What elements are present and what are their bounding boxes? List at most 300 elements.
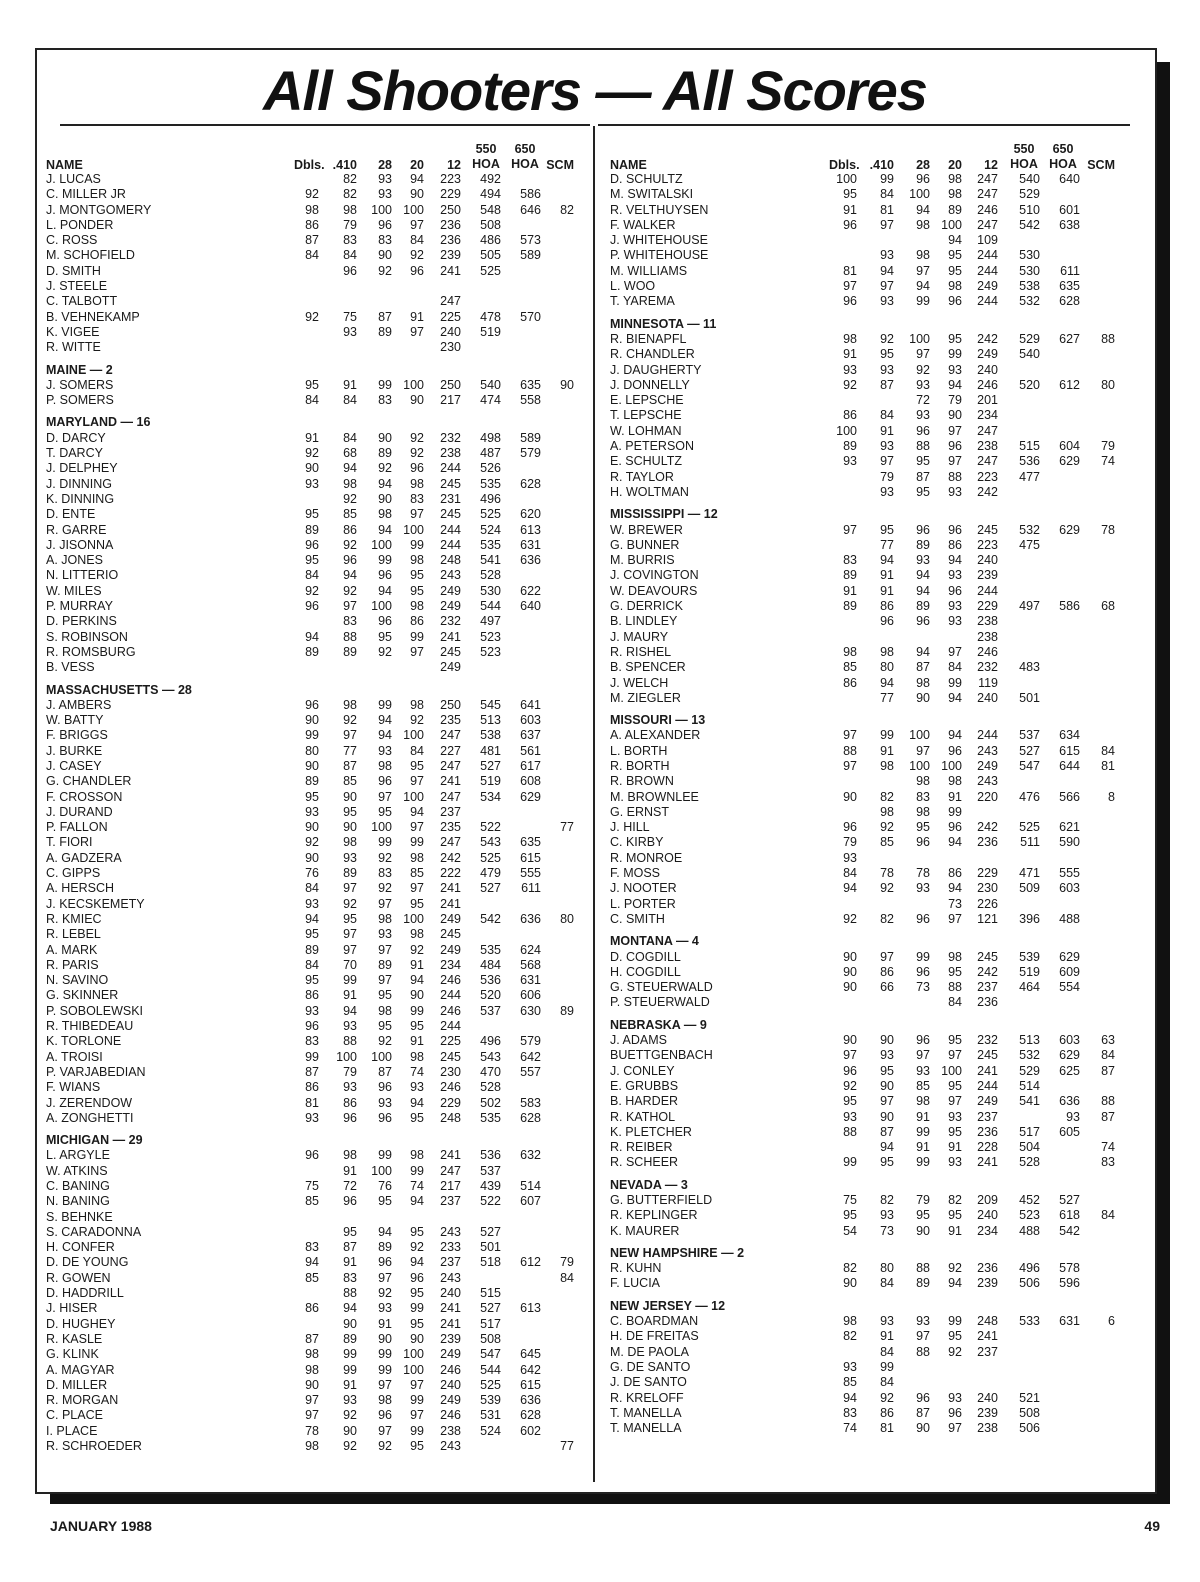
- shooter-name: M. WILLIAMS: [610, 263, 688, 278]
- table-row: [46, 1194, 582, 1209]
- score-dbls: 96: [305, 537, 319, 552]
- score-dbls: 95: [305, 789, 319, 804]
- score-650-hoa: 555: [1059, 866, 1080, 881]
- score-410: 99: [880, 728, 894, 743]
- score-410: 79: [343, 217, 357, 232]
- table-row: [46, 943, 582, 958]
- table-row: [46, 393, 582, 408]
- score-410: 79: [343, 1064, 357, 1079]
- shooter-name: G. BUNNER: [610, 537, 680, 552]
- table-row: [46, 1050, 582, 1065]
- score-28: 92: [378, 1439, 392, 1454]
- score-550-hoa: 529: [1019, 187, 1040, 202]
- score-20: 95: [410, 896, 424, 911]
- score-410: 93: [880, 362, 894, 377]
- score-20: 100: [403, 728, 424, 743]
- table-row: [610, 347, 1146, 362]
- score-12: 238: [977, 614, 998, 629]
- score-28: 96: [916, 835, 930, 850]
- score-550-hoa: 530: [1019, 263, 1040, 278]
- shooter-name: F. WALKER: [610, 217, 676, 232]
- score-28: 99: [378, 553, 392, 568]
- score-410: 82: [880, 1193, 894, 1207]
- score-550-hoa: 522: [480, 1194, 501, 1209]
- score-550-hoa: 464: [1019, 980, 1040, 995]
- score-dbls: 98: [305, 1439, 319, 1454]
- score-28: 89: [378, 1240, 392, 1255]
- score-550-hoa: 505: [480, 248, 501, 263]
- score-12: 245: [977, 949, 998, 964]
- header-20: 20: [410, 158, 424, 172]
- score-20: 98: [948, 279, 962, 294]
- score-20: 88: [948, 469, 962, 484]
- table-row: [46, 477, 582, 492]
- score-410: 97: [880, 279, 894, 294]
- header-12: 12: [447, 158, 461, 172]
- shooter-name: W. LOHMAN: [610, 423, 682, 438]
- score-20: 95: [410, 583, 424, 598]
- score-20: 84: [948, 995, 962, 1010]
- score-dbls: 96: [305, 599, 319, 614]
- score-28: 92: [378, 263, 392, 278]
- shooter-name: G. STEUERWALD: [610, 980, 713, 995]
- score-dbls: 80: [305, 743, 319, 758]
- score-410: 66: [880, 980, 894, 995]
- score-12: 225: [440, 1034, 461, 1049]
- table-row: [46, 851, 582, 866]
- shooter-name: L. WOO: [610, 279, 656, 294]
- shooter-name: R. REIBER: [610, 1140, 673, 1155]
- score-dbls: 90: [305, 713, 319, 728]
- shooter-name: R. CHANDLER: [610, 347, 695, 362]
- score-20: 100: [403, 522, 424, 537]
- score-scm: 6: [1108, 1314, 1115, 1329]
- score-650-hoa: 625: [1059, 1063, 1080, 1078]
- score-28: 90: [378, 248, 392, 263]
- score-410: 99: [343, 1347, 357, 1362]
- score-12: 109: [977, 233, 998, 248]
- score-12: 249: [440, 911, 461, 926]
- shooter-name: D. ENTE: [46, 507, 96, 522]
- score-20: 100: [941, 758, 962, 773]
- score-410: 98: [343, 476, 357, 491]
- header-28: 28: [378, 158, 392, 172]
- score-28: 89: [378, 324, 392, 339]
- score-dbls: 79: [843, 835, 857, 850]
- score-410: 95: [880, 522, 894, 537]
- score-550-hoa: 487: [480, 446, 501, 461]
- score-28: 99: [916, 1155, 930, 1170]
- table-row: [610, 1314, 1146, 1329]
- score-dbls: 97: [305, 1408, 319, 1423]
- score-28: 99: [378, 377, 392, 392]
- score-550-hoa: 523: [480, 644, 501, 659]
- score-410: 88: [343, 1034, 357, 1049]
- shooter-name: R. TAYLOR: [610, 469, 674, 484]
- shooter-name: G. DE SANTO: [610, 1359, 691, 1374]
- score-12: 238: [977, 439, 998, 454]
- score-550-hoa: 534: [480, 789, 501, 804]
- score-20: 86: [948, 537, 962, 552]
- score-650-hoa: 589: [520, 248, 541, 263]
- score-410: 99: [343, 973, 357, 988]
- shooter-name: A. JONES: [46, 553, 103, 568]
- header-dbls: Dbls.: [829, 158, 860, 172]
- shooter-name: D. HUGHEY: [46, 1316, 116, 1331]
- frame-shadow-right: [1157, 62, 1170, 1504]
- score-20: 94: [410, 172, 424, 186]
- table-row: [46, 1378, 582, 1393]
- shooter-name: B. VESS: [46, 660, 95, 675]
- score-410: 98: [343, 835, 357, 850]
- score-28: 93: [916, 377, 930, 392]
- score-410: 78: [880, 866, 894, 881]
- score-dbls: 97: [843, 522, 857, 537]
- score-550-hoa: 481: [480, 743, 501, 758]
- score-20: 97: [948, 911, 962, 926]
- table-row: [46, 172, 582, 187]
- score-dbls: 98: [843, 644, 857, 659]
- score-20: 97: [410, 644, 424, 659]
- score-12: 239: [440, 248, 461, 263]
- score-20: 91: [410, 957, 424, 972]
- score-dbls: 90: [305, 850, 319, 865]
- score-410: 92: [343, 537, 357, 552]
- table-row: [46, 1111, 582, 1126]
- score-12: 238: [977, 629, 998, 644]
- table-row: [610, 1261, 1146, 1276]
- score-dbls: 92: [305, 446, 319, 461]
- score-650-hoa: 603: [1059, 881, 1080, 896]
- score-28: 93: [916, 553, 930, 568]
- column-divider: [593, 126, 595, 1482]
- table-row: [46, 538, 582, 553]
- shooter-name: R. KUHN: [610, 1261, 662, 1276]
- score-550-hoa: 544: [480, 1362, 501, 1377]
- score-12: 230: [440, 340, 461, 355]
- table-row: [610, 279, 1146, 294]
- score-550-hoa: 528: [1019, 1155, 1040, 1170]
- table-row: [46, 1347, 582, 1362]
- score-12: 238: [977, 1421, 998, 1436]
- left-column: [46, 142, 582, 1454]
- score-20: 94: [410, 973, 424, 988]
- shooter-name: J. JISONNA: [46, 537, 114, 552]
- score-650-hoa: 645: [520, 1347, 541, 1362]
- score-12: 246: [977, 377, 998, 392]
- score-550-hoa: 484: [480, 957, 501, 972]
- score-20: 99: [410, 1393, 424, 1408]
- table-row: [46, 988, 582, 1003]
- header-name: NAME: [46, 158, 83, 172]
- score-410: 92: [343, 583, 357, 598]
- score-410: 77: [880, 537, 894, 552]
- table-header: [46, 142, 582, 172]
- score-12: 243: [977, 774, 998, 789]
- score-20: 99: [948, 1314, 962, 1329]
- score-550-hoa: 513: [1019, 1033, 1040, 1048]
- table-row: [610, 172, 1146, 187]
- score-12: 121: [977, 911, 998, 926]
- footer-date: JANUARY 1988: [50, 1518, 152, 1534]
- score-dbls: 98: [305, 1347, 319, 1362]
- score-28: 97: [916, 1048, 930, 1063]
- score-410: 86: [880, 1405, 894, 1420]
- score-650-hoa: 636: [1059, 1094, 1080, 1109]
- score-dbls: 98: [305, 1362, 319, 1377]
- score-410: 93: [880, 439, 894, 454]
- score-550-hoa: 532: [1019, 294, 1040, 309]
- score-550-hoa: 530: [480, 583, 501, 598]
- score-28: 96: [916, 423, 930, 438]
- score-410: 84: [880, 1276, 894, 1291]
- score-dbls: 93: [843, 362, 857, 377]
- score-28: 97: [378, 1423, 392, 1438]
- score-dbls: 96: [843, 294, 857, 309]
- score-dbls: 98: [843, 331, 857, 346]
- score-20: 95: [948, 1329, 962, 1344]
- score-28: 93: [378, 187, 392, 202]
- score-20: 82: [948, 1193, 962, 1207]
- score-20: 94: [948, 881, 962, 896]
- score-550-hoa: 536: [1019, 454, 1040, 469]
- score-20: 94: [948, 690, 962, 705]
- score-28: 94: [378, 476, 392, 491]
- table-row: [610, 866, 1146, 881]
- table-row: [610, 1125, 1146, 1140]
- score-550-hoa: 527: [480, 1301, 501, 1316]
- score-12: 243: [977, 743, 998, 758]
- score-20: 95: [948, 1078, 962, 1093]
- page-title: All Shooters — All Scores: [263, 59, 927, 122]
- score-dbls: 93: [843, 454, 857, 469]
- score-20: 96: [948, 294, 962, 309]
- score-28: 100: [909, 331, 930, 346]
- score-20: 98: [948, 949, 962, 964]
- shooter-name: I. PLACE: [46, 1423, 98, 1438]
- table-row: [610, 1064, 1146, 1079]
- shooter-name: G. SKINNER: [46, 988, 119, 1003]
- score-dbls: 75: [305, 1179, 319, 1193]
- score-12: 249: [440, 660, 461, 675]
- score-650-hoa: 602: [520, 1423, 541, 1438]
- score-dbls: 89: [305, 644, 319, 659]
- score-12: 245: [977, 522, 998, 537]
- score-650-hoa: 615: [1059, 743, 1080, 758]
- score-550-hoa: 540: [1019, 347, 1040, 362]
- score-12: 223: [977, 537, 998, 552]
- table-row: [46, 1317, 582, 1332]
- score-dbls: 90: [305, 820, 319, 835]
- score-410: 91: [880, 1329, 894, 1344]
- table-row: [46, 744, 582, 759]
- score-410: 92: [343, 713, 357, 728]
- score-650-hoa: 611: [1060, 263, 1080, 278]
- shooter-name: R. KATHOL: [610, 1109, 676, 1124]
- score-28: 90: [378, 491, 392, 506]
- score-550-hoa: 539: [1019, 949, 1040, 964]
- score-12: 220: [977, 789, 998, 804]
- score-20: 89: [948, 202, 962, 217]
- score-20: 93: [948, 614, 962, 629]
- score-28: 97: [378, 973, 392, 988]
- score-28: 89: [378, 446, 392, 461]
- score-20: 100: [941, 1063, 962, 1078]
- score-20: 100: [403, 1347, 424, 1362]
- score-410: 95: [880, 1063, 894, 1078]
- shooter-name: R. GOWEN: [46, 1270, 111, 1285]
- score-12: 247: [440, 789, 461, 804]
- score-20: 84: [410, 743, 424, 758]
- score-12: 223: [977, 469, 998, 484]
- score-650-hoa: 634: [1059, 728, 1080, 743]
- score-20: 74: [410, 1179, 424, 1193]
- score-550-hoa: 543: [480, 835, 501, 850]
- header-hoa: HOA: [1010, 157, 1038, 171]
- score-650-hoa: 615: [520, 1377, 541, 1392]
- score-650-hoa: 578: [1059, 1261, 1080, 1276]
- table-row: [46, 248, 582, 263]
- score-dbls: 92: [843, 1078, 857, 1093]
- score-12: 239: [977, 1405, 998, 1420]
- score-scm: 77: [560, 1439, 574, 1454]
- score-410: 96: [343, 263, 357, 278]
- score-dbls: 93: [305, 804, 319, 819]
- score-12: 227: [440, 743, 461, 758]
- shooter-name: C. MILLER JR: [46, 187, 126, 202]
- score-410: 91: [880, 568, 894, 583]
- score-dbls: 92: [305, 583, 319, 598]
- score-scm: 79: [1101, 439, 1115, 454]
- shooter-name: C. TALBOTT: [46, 294, 118, 309]
- table-row: [610, 408, 1146, 423]
- score-20: 95: [410, 1019, 424, 1034]
- score-dbls: 74: [843, 1421, 857, 1436]
- score-650-hoa: 590: [1059, 835, 1080, 850]
- score-20: 98: [410, 1148, 424, 1163]
- score-12: 246: [977, 202, 998, 217]
- score-scm: 88: [1101, 1094, 1115, 1109]
- score-28: 96: [916, 1390, 930, 1405]
- header-650-hoa: [1046, 142, 1080, 172]
- score-550-hoa: 522: [480, 820, 501, 835]
- score-28: 93: [916, 408, 930, 423]
- score-410: 90: [880, 1078, 894, 1093]
- shooter-name: G. CHANDLER: [46, 774, 132, 789]
- score-28: 89: [916, 537, 930, 552]
- score-20: 95: [948, 964, 962, 979]
- score-550-hoa: 506: [1019, 1421, 1040, 1436]
- score-410: 91: [880, 423, 894, 438]
- score-410: 98: [880, 758, 894, 773]
- score-scm: 84: [1101, 743, 1115, 758]
- score-12: 237: [977, 1109, 998, 1124]
- score-28: 94: [378, 713, 392, 728]
- score-28: 96: [916, 911, 930, 926]
- score-28: 96: [378, 568, 392, 583]
- shooter-name: J. MONTGOMERY: [46, 202, 152, 217]
- score-650-hoa: 636: [520, 1393, 541, 1408]
- table-row: [46, 1439, 582, 1454]
- score-650-hoa: 640: [520, 599, 541, 614]
- table-row: [46, 1332, 582, 1347]
- score-650-hoa: 561: [520, 743, 541, 758]
- table-row: [610, 881, 1146, 896]
- shooter-name: J. STEELE: [46, 279, 108, 294]
- shooter-name: M. SWITALSKI: [610, 187, 694, 202]
- score-dbls: 95: [843, 1208, 857, 1223]
- score-650-hoa: 579: [520, 1034, 541, 1049]
- score-650-hoa: 617: [520, 758, 541, 773]
- score-28: 92: [378, 850, 392, 865]
- score-28: 98: [378, 1393, 392, 1408]
- score-410: 90: [343, 820, 357, 835]
- score-12: 236: [977, 835, 998, 850]
- score-28: 93: [378, 927, 392, 942]
- header-12: 12: [984, 158, 998, 172]
- score-20: 96: [948, 820, 962, 835]
- score-12: 248: [440, 553, 461, 568]
- score-12: 222: [440, 866, 461, 881]
- header-650: 650: [1052, 142, 1074, 156]
- score-550-hoa: 535: [480, 537, 501, 552]
- score-410: 91: [343, 1255, 357, 1270]
- shooter-name: J. CONLEY: [610, 1063, 675, 1078]
- score-12: 237: [977, 1344, 998, 1359]
- table-row: [610, 470, 1146, 485]
- score-410: 93: [343, 1393, 357, 1408]
- score-dbls: 93: [305, 1110, 319, 1125]
- score-12: 244: [440, 988, 461, 1003]
- table-row: [46, 1164, 582, 1179]
- score-scm: 84: [1101, 1208, 1115, 1223]
- shooter-name: P. SOMERS: [46, 393, 114, 408]
- score-20: 92: [410, 446, 424, 461]
- score-12: 247: [977, 187, 998, 202]
- table-row: [46, 279, 582, 294]
- score-scm: 87: [1101, 1063, 1115, 1078]
- score-550-hoa: 494: [480, 187, 501, 202]
- table-row: [46, 790, 582, 805]
- score-28: 99: [378, 1362, 392, 1377]
- table-row: [610, 1208, 1146, 1223]
- score-28: 96: [378, 217, 392, 232]
- score-dbls: 94: [843, 1390, 857, 1405]
- score-650-hoa: 638: [1059, 217, 1080, 232]
- score-550-hoa: 523: [1019, 1208, 1040, 1223]
- table-row: [46, 1286, 582, 1301]
- score-20: 99: [410, 1003, 424, 1018]
- score-28: 98: [916, 675, 930, 690]
- score-410: 84: [343, 393, 357, 408]
- score-550-hoa: 535: [480, 942, 501, 957]
- header-650: 650: [514, 142, 536, 156]
- score-dbls: 100: [836, 172, 857, 186]
- score-12: 242: [440, 850, 461, 865]
- score-20: 79: [948, 393, 962, 408]
- score-410: 92: [880, 1390, 894, 1405]
- score-28: 98: [916, 804, 930, 819]
- score-28: 95: [378, 1019, 392, 1034]
- score-28: 96: [916, 964, 930, 979]
- score-dbls: 85: [843, 1375, 857, 1390]
- score-650-hoa: 637: [520, 728, 541, 743]
- score-20: 94: [948, 233, 962, 248]
- score-28: 93: [916, 881, 930, 896]
- score-410: 95: [343, 911, 357, 926]
- score-410: 92: [343, 1408, 357, 1423]
- header-410: .410: [332, 158, 357, 172]
